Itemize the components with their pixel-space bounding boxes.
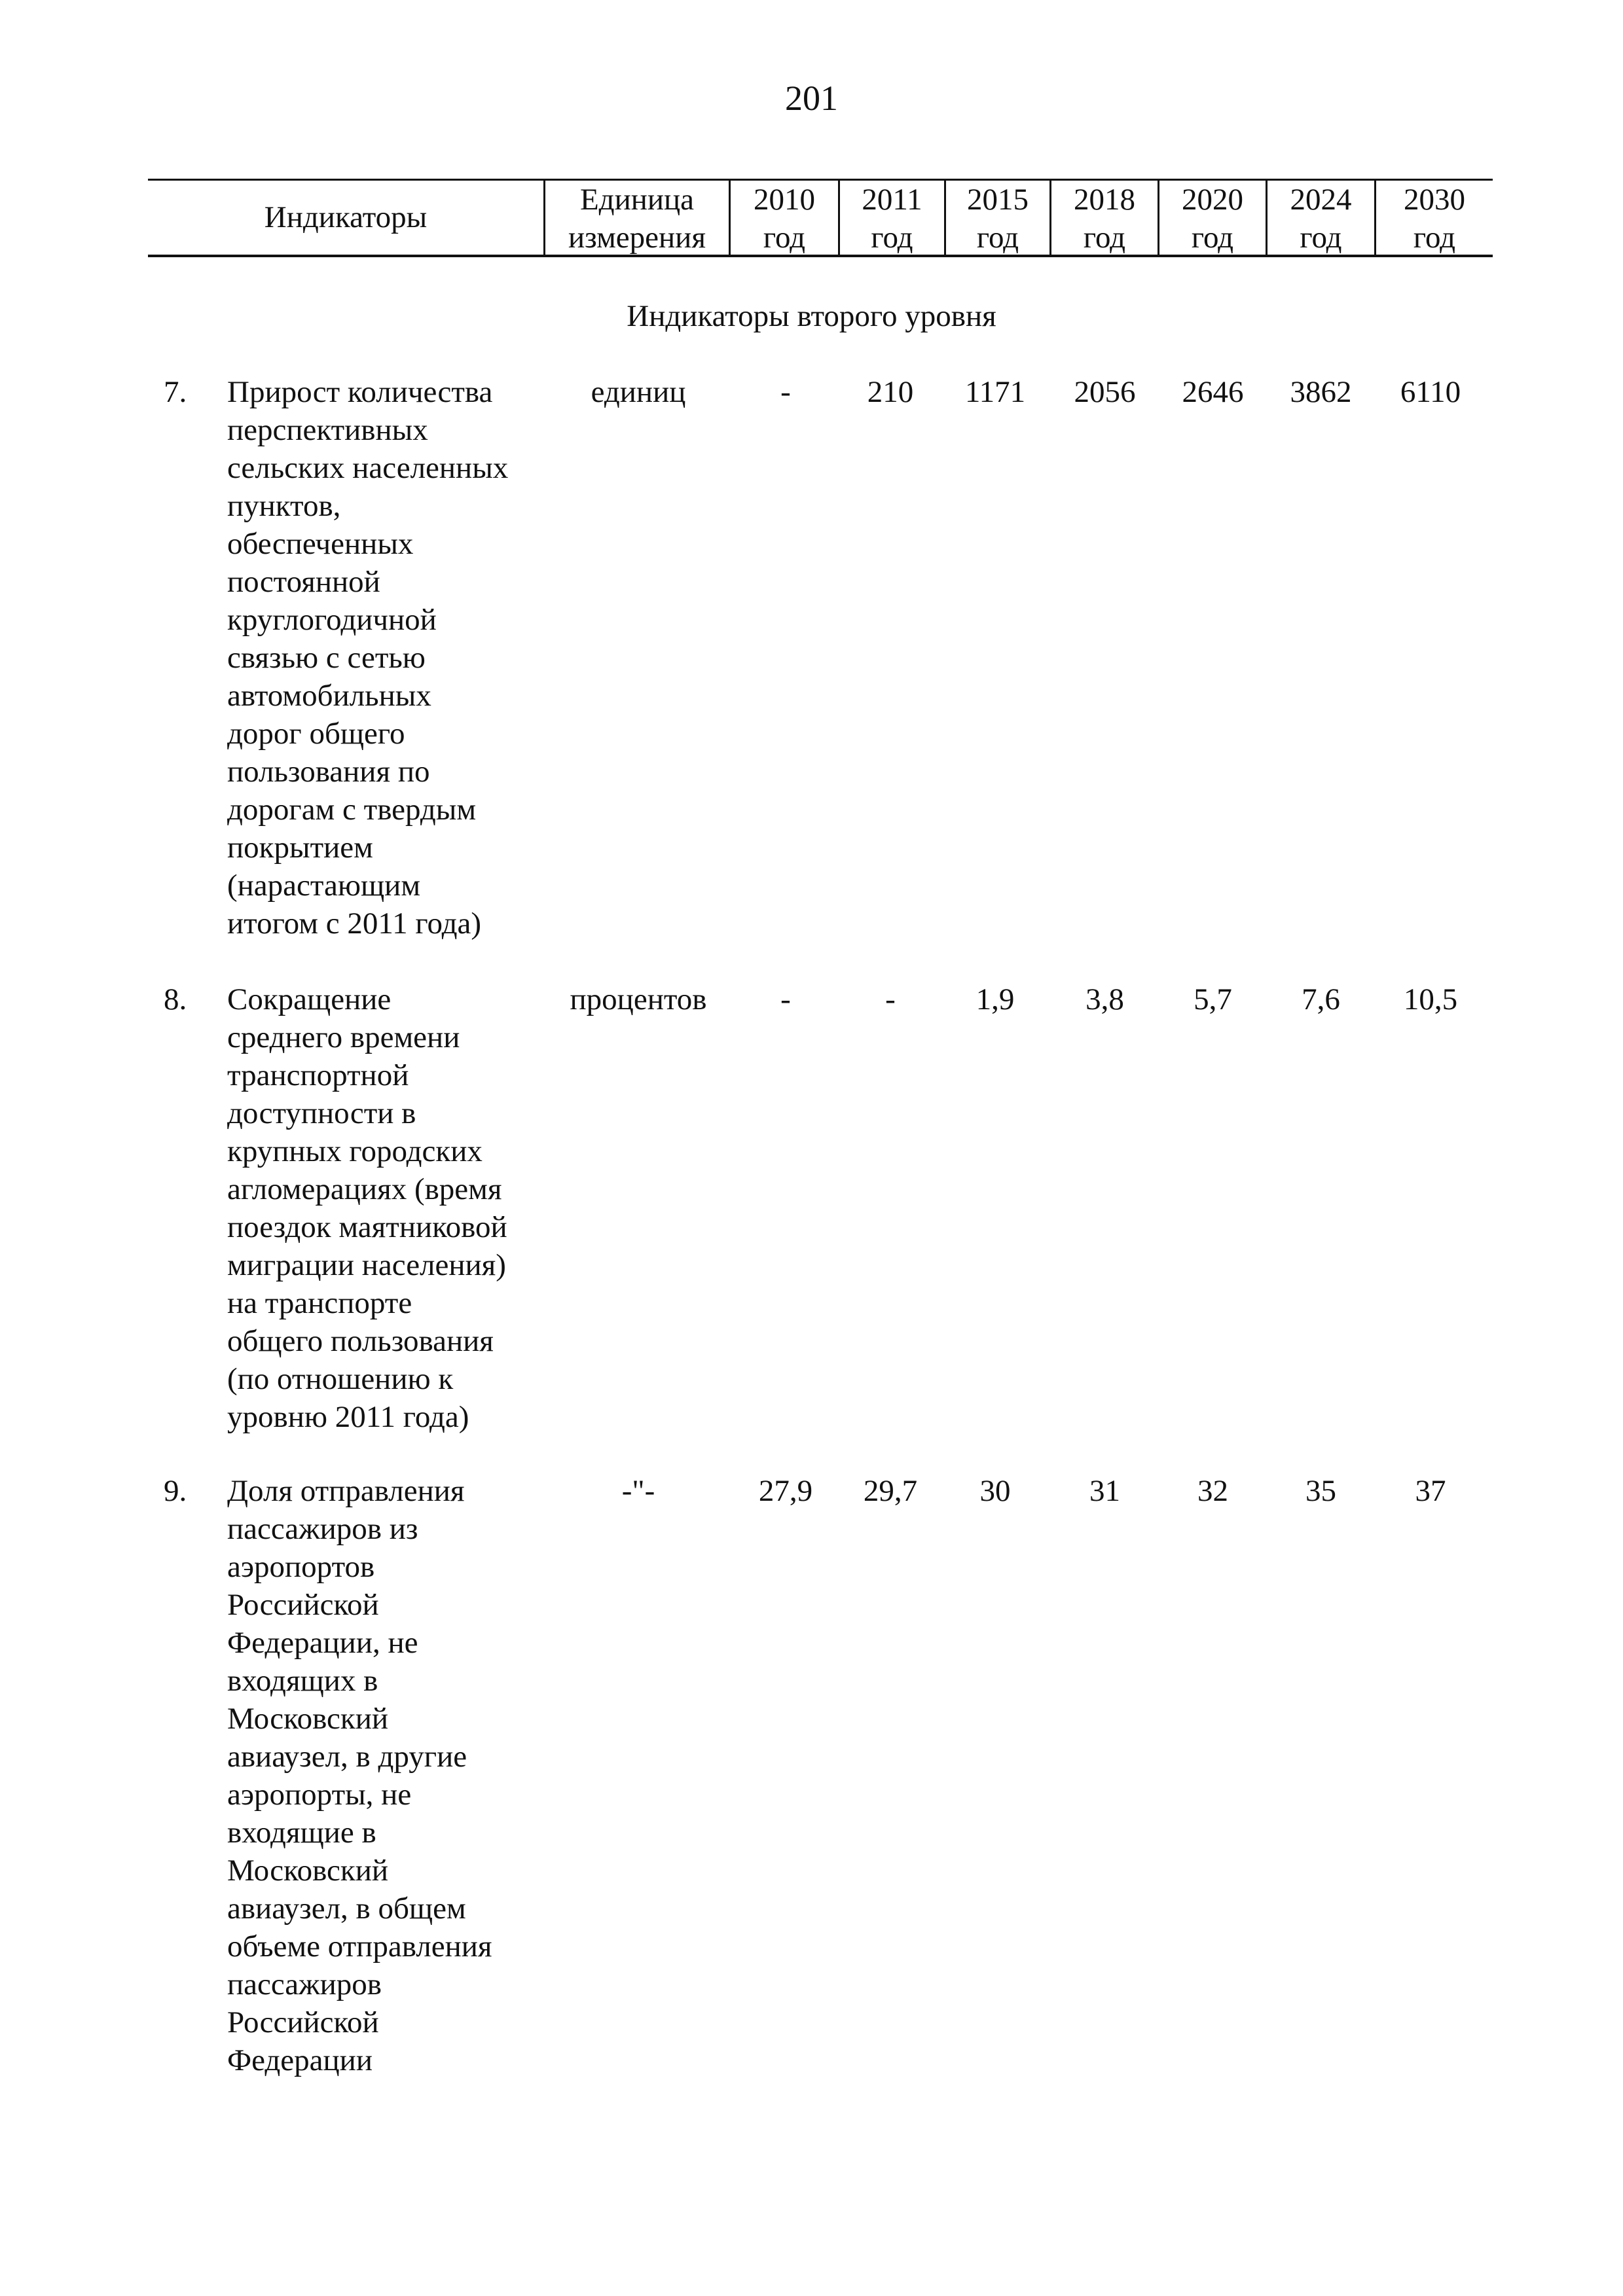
value-2024: 7,6 — [1302, 982, 1340, 1016]
name-line: (нарастающим — [227, 869, 421, 903]
name-line: сельских населенных — [227, 451, 509, 485]
name-line: пассажиров из — [227, 1512, 418, 1546]
value-2020: 2646 — [1182, 375, 1244, 409]
name-line: аэропорты, не — [227, 1778, 412, 1812]
header-year: 2010 — [754, 183, 815, 217]
header-year: 2011 — [862, 183, 922, 217]
name-line: Российской — [227, 1588, 379, 1622]
name-line: Федерации, не — [227, 1626, 418, 1660]
name-line: покрытием — [227, 831, 373, 865]
name-line: Федерации — [227, 2043, 373, 2077]
row-number: 7. — [164, 375, 187, 409]
value-2020: 5,7 — [1194, 982, 1232, 1016]
header-divider — [1266, 181, 1267, 255]
value-2015: 30 — [979, 1474, 1011, 1508]
name-line: пунктов, — [227, 489, 341, 523]
name-line: постоянной — [227, 565, 380, 599]
name-line: входящие в — [227, 1816, 376, 1850]
header-year: 2030 — [1404, 183, 1465, 217]
header-year: 2020 — [1182, 183, 1243, 217]
name-line: дорог общего — [227, 717, 405, 751]
value-2015: 1,9 — [976, 982, 1015, 1016]
value-2018: 3,8 — [1085, 982, 1124, 1016]
name-line: автомобильных — [227, 679, 431, 713]
header-indicators: Индикаторы — [264, 200, 428, 234]
header-year-suffix: год — [1300, 221, 1342, 255]
name-line: общего пользования — [227, 1324, 494, 1358]
header-year-2018 — [1051, 181, 1158, 255]
value-2011: 29,7 — [863, 1474, 918, 1508]
name-line: Доля отправления — [227, 1474, 465, 1508]
header-year-2010 — [731, 181, 838, 255]
name-line: перспективных — [227, 413, 428, 447]
value-2030: 6110 — [1400, 375, 1461, 409]
header-divider — [944, 181, 946, 255]
header-year-2024 — [1267, 181, 1374, 255]
name-line: Сокращение — [227, 982, 392, 1016]
header-unit — [545, 181, 729, 255]
name-line: агломерациях (время — [227, 1172, 502, 1206]
name-line: авиаузел, в общем — [227, 1892, 466, 1926]
name-line: на транспорте — [227, 1286, 412, 1320]
value-2030: 10,5 — [1403, 982, 1458, 1016]
name-line: связью с сетью — [227, 641, 426, 675]
value-2010: 27,9 — [758, 1474, 813, 1508]
value-2020: 32 — [1197, 1474, 1228, 1508]
header-year: 2018 — [1074, 183, 1135, 217]
row-number: 8. — [164, 982, 187, 1016]
name-line: Российской — [227, 2005, 379, 2039]
header-year-2030 — [1376, 181, 1493, 255]
header-year-2020 — [1159, 181, 1266, 255]
name-line: аэропортов — [227, 1550, 375, 1584]
name-line: поездок маятниковой — [227, 1210, 507, 1244]
name-line: миграции населения) — [227, 1248, 506, 1282]
header-year-suffix: год — [1413, 221, 1456, 255]
name-line: транспортной — [227, 1058, 409, 1092]
header-year-suffix: год — [871, 221, 913, 255]
name-line: авиаузел, в другие — [227, 1740, 467, 1774]
header-year-suffix: год — [976, 221, 1019, 255]
value-2015: 1171 — [964, 375, 1026, 409]
name-line: пользования по — [227, 755, 430, 789]
name-line: пассажиров — [227, 1967, 382, 2001]
row-indicator-name — [227, 1472, 541, 2079]
name-line: (по отношению к — [227, 1362, 454, 1396]
value-2010: - — [780, 375, 791, 409]
row-indicator-name — [227, 980, 541, 1436]
value-2011: - — [885, 982, 896, 1016]
header-year: 2015 — [967, 183, 1029, 217]
name-line: обеспеченных — [227, 527, 414, 561]
value-2024: 35 — [1305, 1474, 1336, 1508]
header-divider — [729, 181, 731, 255]
table-header-bottom-rule — [148, 255, 1493, 257]
header-divider — [543, 181, 545, 255]
value-2011: 210 — [867, 375, 914, 409]
name-line: Московский — [227, 1702, 389, 1736]
name-line: уровню 2011 года) — [227, 1400, 469, 1434]
name-line: объеме отправления — [227, 1929, 492, 1964]
header-year-suffix: год — [763, 221, 806, 255]
name-line: среднего времени — [227, 1020, 460, 1054]
header-divider — [1049, 181, 1051, 255]
header-divider — [838, 181, 840, 255]
header-divider — [1158, 181, 1159, 255]
value-2030: 37 — [1415, 1474, 1446, 1508]
value-2024: 3862 — [1290, 375, 1352, 409]
section-title: Индикаторы второго уровня — [627, 299, 996, 333]
name-line: входящих в — [227, 1664, 378, 1698]
value-2010: - — [780, 982, 791, 1016]
header-unit-line1: Единица — [579, 183, 695, 217]
header-year-suffix: год — [1083, 221, 1126, 255]
header-year-2015 — [946, 181, 1049, 255]
name-line: дорогам с твердым — [227, 793, 477, 827]
name-line: круглогодичной — [227, 603, 437, 637]
row-indicator-name — [227, 373, 541, 942]
header-year-2011 — [840, 181, 944, 255]
value-2018: 31 — [1089, 1474, 1120, 1508]
name-line: Московский — [227, 1854, 389, 1888]
row-unit: процентов — [570, 982, 707, 1016]
name-line: крупных городских — [227, 1134, 483, 1168]
header-divider — [1374, 181, 1376, 255]
name-line: доступности в — [227, 1096, 416, 1130]
row-unit: единиц — [591, 375, 686, 409]
header-year: 2024 — [1290, 183, 1352, 217]
header-unit-line2: измерения — [568, 221, 706, 255]
name-line: итогом с 2011 года) — [227, 906, 482, 941]
page-number: 201 — [785, 79, 838, 118]
name-line: Прирост количества — [227, 375, 493, 409]
value-2018: 2056 — [1074, 375, 1136, 409]
row-number: 9. — [164, 1474, 187, 1508]
row-unit: -"- — [621, 1474, 655, 1508]
header-year-suffix: год — [1191, 221, 1234, 255]
